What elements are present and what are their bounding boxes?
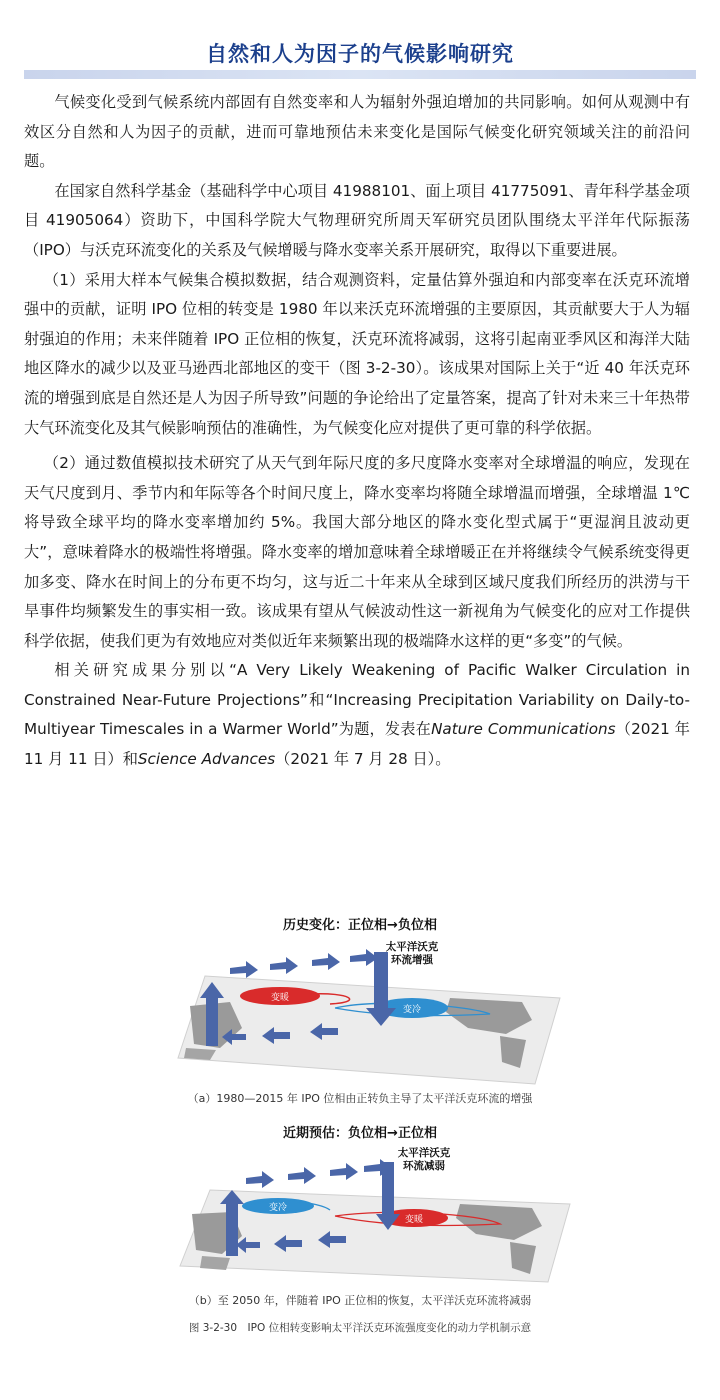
journal-science-advances: Science Advances: [137, 750, 276, 769]
cool-label: 变冷: [268, 1203, 288, 1213]
paragraph-funding: 在国家自然科学基金（基础科学中心项目 41988101、面上项目 41775091、青年科学基金项目 41905064）资助下，中国科学院大气物理研究所周天军研究员团队围绕太平洋年代际振荡（IPO）与沃克环流变化的关系及气候增暖与降水变率关系开展研究，取得以下重要进展。: [24, 181, 690, 259]
circulation-label-line1: 太平洋沃克: [397, 1147, 451, 1159]
panel-a-caption: （a）1980—2015 年 IPO 位相由正转负主导了太平洋沃克环流的增强: [187, 1092, 533, 1105]
circulation-label-line2: 环流减弱: [403, 1160, 445, 1172]
panel-a-heading: 历史变化：正位相→负位相: [283, 918, 437, 933]
cool-label: 变冷: [402, 1005, 422, 1015]
upper-arrow-2: [270, 957, 298, 974]
australia-land: [200, 1256, 230, 1270]
panel-b-heading: 近期预估：负位相→正位相: [283, 1126, 437, 1141]
journal-nature-communications: Nature Communications: [431, 720, 616, 739]
publication-text-a: 相关研究成果分别以“A Very Likely Weakening of Pacific Walker Circulation in Constrained Near-Future Projections”和“Increasing Precipitation Variability on Daily-to-Multiyear Timescales in a Warmer World”为题，发表在: [24, 661, 690, 739]
circulation-label-line2: 环流增强: [391, 954, 433, 966]
article-body: [24, 88, 690, 775]
warm-label: 变暖: [270, 993, 290, 1003]
publication-text-c: （2021 年 7 月 28 日）。: [275, 750, 451, 769]
figure-caption: 图 3-2-30 IPO 位相转变影响太平洋沃克环流强度变化的动力学机制示意: [188, 1322, 532, 1334]
panel-b-caption: （b）至 2050 年，伴随着 IPO 正位相的恢复，太平洋沃克环流将减弱: [188, 1294, 532, 1307]
panel-b-diagram: [150, 1144, 580, 1284]
upper-arrow-3: [312, 953, 340, 970]
paragraph-result-2: （2）通过数值模拟技术研究了从天气到年际尺度的多尺度降水变率对全球增温的响应，发现在天气尺度到月、季节内和年际等各个时间尺度上，降水变率均将随全球增温而增强，全球增温 1℃将导致全球平均的降水变率增加约 5%。我国大部分地区的降水变化型式属于“更湿润且波动更大”，意味着降水的极端性将增强。降水变率的增加意味着全球增暖正在并将继续令气候系统变得更加多变、降水在时间上的分布更不均匀，这与近二十年来从全球到区域尺度我们所经历的洪涝与干旱事件均频繁发生的事实相一致。该成果有望从气候波动性这一新视角为气候变化的应对工作提供科学依据，使我们更为有效地应对类似近年来频繁出现的极端降水这样的更“多变”的气候。: [24, 454, 690, 650]
page-title: 自然和人为因子的气候影响研究: [206, 42, 514, 66]
title-underline: [24, 70, 696, 79]
upper-arrow-3: [330, 1163, 358, 1180]
upper-arrow-1: [246, 1171, 274, 1188]
upper-arrow-4: [350, 949, 378, 966]
panel-a-diagram: [150, 936, 570, 1086]
paragraph-intro: 气候变化受到气候系统内部固有自然变率和人为辐射外强迫增加的共同影响。如何从观测中有效区分自然和人为因子的贡献，进而可靠地预估未来变化是国际气候变化研究领域关注的前沿问题。: [24, 93, 690, 171]
upper-arrow-2: [288, 1167, 316, 1184]
upper-arrow-1: [230, 961, 258, 978]
paragraph-publications: [24, 656, 690, 774]
paragraph-result-1: （1）采用大样本气候集合模拟数据，结合观测资料，定量估算外强迫和内部变率在沃克环流增强中的贡献，证明 IPO 位相的转变是 1980 年以来沃克环流增强的主要原因，其贡献要大于人为辐射强迫的作用；未来伴随着 IPO 正位相的恢复，沃克环流将减弱，这将引起南亚季风区和海洋大陆地区降水的减少以及亚马逊西北部地区的变干（图 3-2-30）。该成果对国际上关于“近 40 年沃克环流的增强到底是自然还是人为因子所导致”问题的争论给出了定量答案，提高了针对未来三十年热带大气环流变化及其气候影响预估的准确性，为气候变化应对提供了更可靠的科学依据。: [24, 270, 690, 437]
publication-text-b: （2021 年 11 月 11 日）和: [24, 720, 690, 769]
circulation-label-line1: 太平洋沃克: [385, 941, 439, 953]
warm-label: 变暖: [404, 1215, 424, 1225]
